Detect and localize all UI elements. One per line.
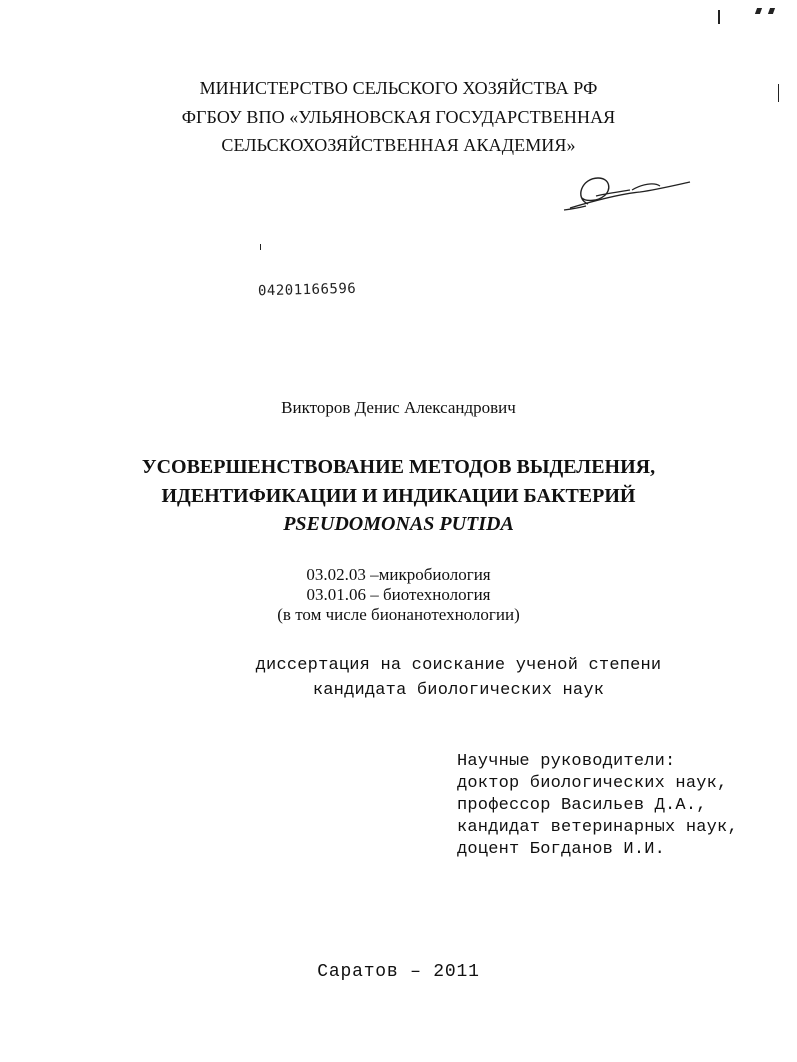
scan-mark: [718, 10, 720, 24]
scan-mark: [768, 8, 775, 14]
supervisor-2-name: доцент Богданов И.И.: [457, 840, 666, 859]
specialty-note: (в том числе бионанотехнологии): [277, 605, 520, 624]
inventory-number: 04201166596: [257, 280, 357, 300]
city-year: Саратов – 2011: [317, 962, 480, 982]
specialty-code-1: 03.02.03 –микробиология: [306, 565, 491, 584]
ministry-line: МИНИСТЕРСТВО СЕЛЬСКОГО ХОЗЯЙСТВА РФ: [199, 78, 598, 98]
signature-scribble: [560, 168, 694, 216]
supervisor-1-name: профессор Васильев Д.А.,: [457, 796, 707, 815]
supervisor-2-degree: кандидат ветеринарных наук,: [457, 818, 738, 837]
author-name: Викторов Денис Александрович: [281, 398, 516, 417]
degree-line-1: диссертация на соискание ученой степени: [255, 656, 662, 675]
supervisors-heading: Научные руководители:: [457, 752, 676, 771]
degree-line-2: кандидата биологических наук: [312, 681, 605, 700]
supervisor-1-degree: доктор биологических наук,: [457, 774, 728, 793]
dissertation-title-species: PSEUDOMONAS PUTIDA: [283, 513, 514, 535]
specialty-code-2: 03.01.06 – биотехнология: [306, 585, 491, 604]
scan-mark: [755, 8, 762, 14]
scan-mark: [260, 244, 261, 250]
dissertation-title-line-2: ИДЕНТИФИКАЦИИ И ИНДИКАЦИИ БАКТЕРИЙ: [161, 485, 636, 507]
dissertation-title-line-1: УСОВЕРШЕНСТВОВАНИЕ МЕТОДОВ ВЫДЕЛЕНИЯ,: [141, 456, 656, 478]
academy-line-1: ФГБОУ ВПО «УЛЬЯНОВСКАЯ ГОСУДАРСТВЕННАЯ: [181, 107, 616, 127]
academy-line-2: СЕЛЬСКОХОЗЯЙСТВЕННАЯ АКАДЕМИЯ»: [221, 135, 576, 155]
